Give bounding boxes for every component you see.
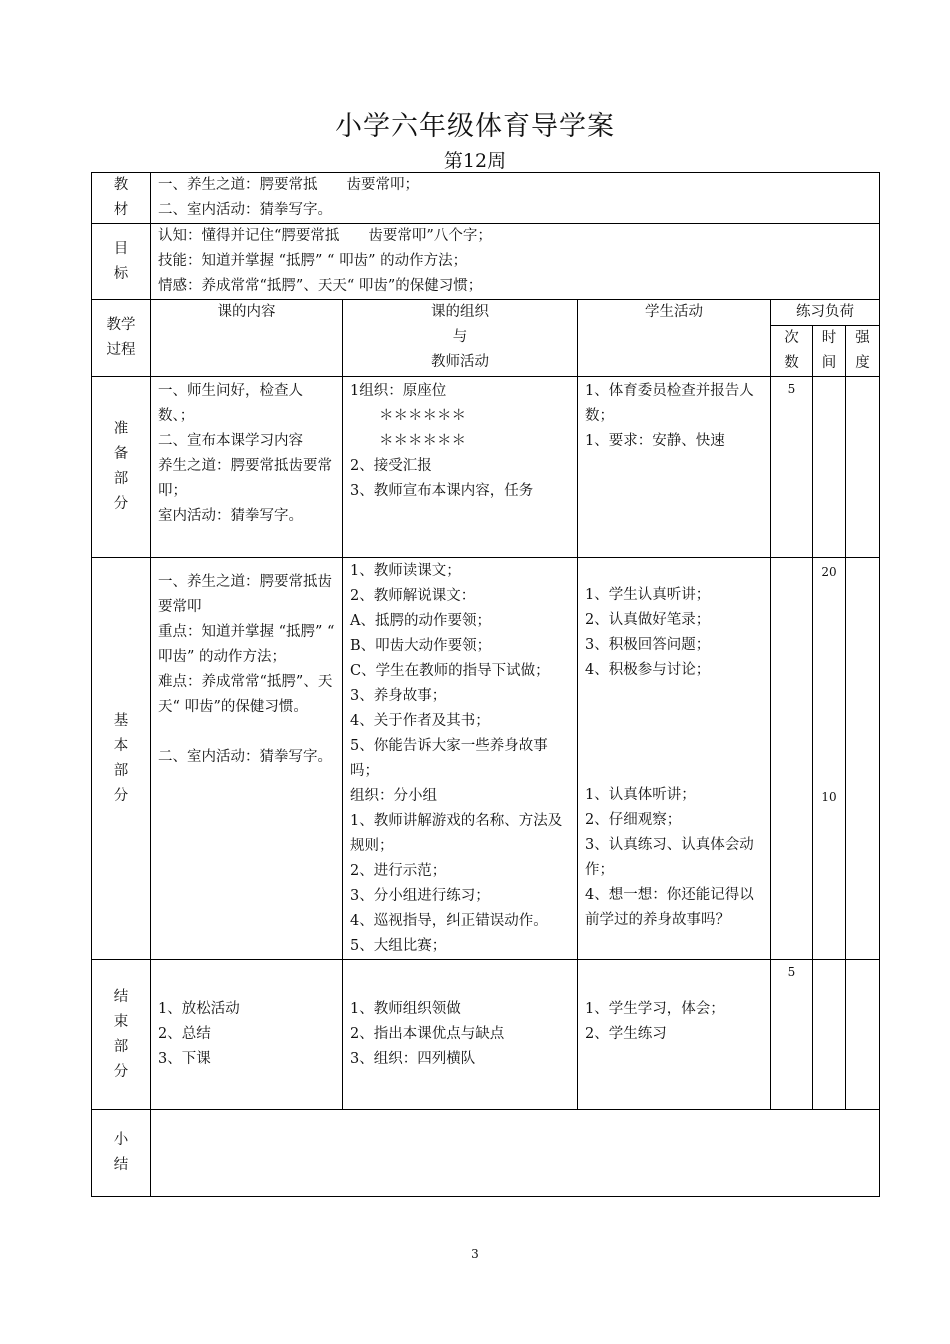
basic-duration-b: 10 (821, 790, 837, 804)
section-basic (92, 558, 880, 960)
prep-duration (813, 377, 846, 558)
header-duration: 时 间 (813, 326, 846, 377)
basic-duration-a: 20 (821, 565, 837, 579)
end-org: 1、教师组织领做 2、指出本课优点与缺点 3、组织：四列横队 (343, 960, 578, 1110)
end-times: 5 (771, 960, 813, 1110)
week-label: 第12周 (443, 150, 507, 172)
header-content: 课的内容 (151, 300, 343, 377)
label-jiaocai: 教 材 (92, 173, 151, 224)
page-number: 3 (471, 1247, 479, 1261)
row-objectives (92, 224, 880, 300)
section-end (92, 960, 880, 1110)
header-org: 课的组织 与 教师活动 (343, 300, 578, 377)
end-student: 1、学生学习，体会； 2、学生练习 (578, 960, 771, 1110)
end-duration (813, 960, 846, 1110)
label-prep: 准 备 部 分 (92, 377, 151, 558)
basic-content: 一、养生之道：腭要常抵齿要常叩 重点：知道并掌握 “抵腭” “ 叩齿” 的动作方法； 难点：养成常常“抵腭”、天天“ 叩齿”的保健习惯。 二、室内活动：猜拳写字。 (151, 558, 343, 960)
page-title: 小学六年级体育导学案 (335, 111, 615, 142)
label-summary: 小 结 (92, 1110, 151, 1197)
prep-intensity (846, 377, 880, 558)
row-teaching-material (92, 173, 880, 224)
lesson-plan-table (91, 172, 880, 1197)
basic-intensity (846, 558, 880, 960)
prep-content: 一、师生问好，检查人数、； 二、宣布本课学习内容 养生之道：腭要常抵齿要常叩； 室内活动：猜拳写字。 (151, 377, 343, 558)
prep-org: 1组织：原座位 ＊＊＊＊＊＊ ＊＊＊＊＊＊ 2、接受汇报 3、教师宣布本课内容，任务 (343, 377, 578, 558)
basic-times (771, 558, 813, 960)
basic-org: 1、教师读课文； 2、教师解说课文： A、抵腭的动作要领； B、叩齿大动作要领； C、学生在教师的指导下试做； 3、养身故事； 4、关于作者及其书； 5、你能告诉大家一些养身故事吗； 组织：分小组 1、教师讲解游戏的名称、方法及规则； 2、进行示范； 3、分小组进行练习； 4、巡视指导，纠正错误动作。 5、大组比赛； (343, 558, 578, 960)
mubiao-content: 认知：懂得并记住“腭要常抵 齿要常叩”八个字； 技能：知道并掌握 “抵腭” “ 叩齿” 的动作方法； 情感：养成常常“抵腭”、天天“ 叩齿”的保健习惯； (151, 224, 880, 300)
end-content: 1、放松活动 2、总结 3、下课 (151, 960, 343, 1110)
header-row (92, 300, 880, 326)
jiaocai-content: 一、养生之道：腭要常抵 齿要常叩； 二、室内活动：猜拳写字。 (151, 173, 880, 224)
section-summary (92, 1110, 880, 1197)
header-student: 学生活动 (578, 300, 771, 377)
basic-student: 1、学生认真听讲； 2、认真做好笔录； 3、积极回答问题； 4、积极参与讨论； 1、认真体听讲； 2、仔细观察； 3、认真练习、认真体会动作； 4、想一想：你还能记得以前学过的养身故事吗？ (578, 558, 771, 960)
label-end: 结 束 部 分 (92, 960, 151, 1110)
basic-duration (813, 558, 846, 960)
end-intensity (846, 960, 880, 1110)
header-load: 练习负荷 (771, 300, 880, 326)
label-mubiao: 目 标 (92, 224, 151, 300)
prep-times: 5 (771, 377, 813, 558)
section-prep (92, 377, 880, 558)
summary-content (151, 1110, 880, 1197)
prep-student: 1、体育委员检查并报告人数； 1、要求：安静、快速 (578, 377, 771, 558)
label-basic: 基 本 部 分 (92, 558, 151, 960)
header-intensity: 强 度 (846, 326, 880, 377)
header-process: 教学 过程 (92, 300, 151, 377)
header-times: 次 数 (771, 326, 813, 377)
